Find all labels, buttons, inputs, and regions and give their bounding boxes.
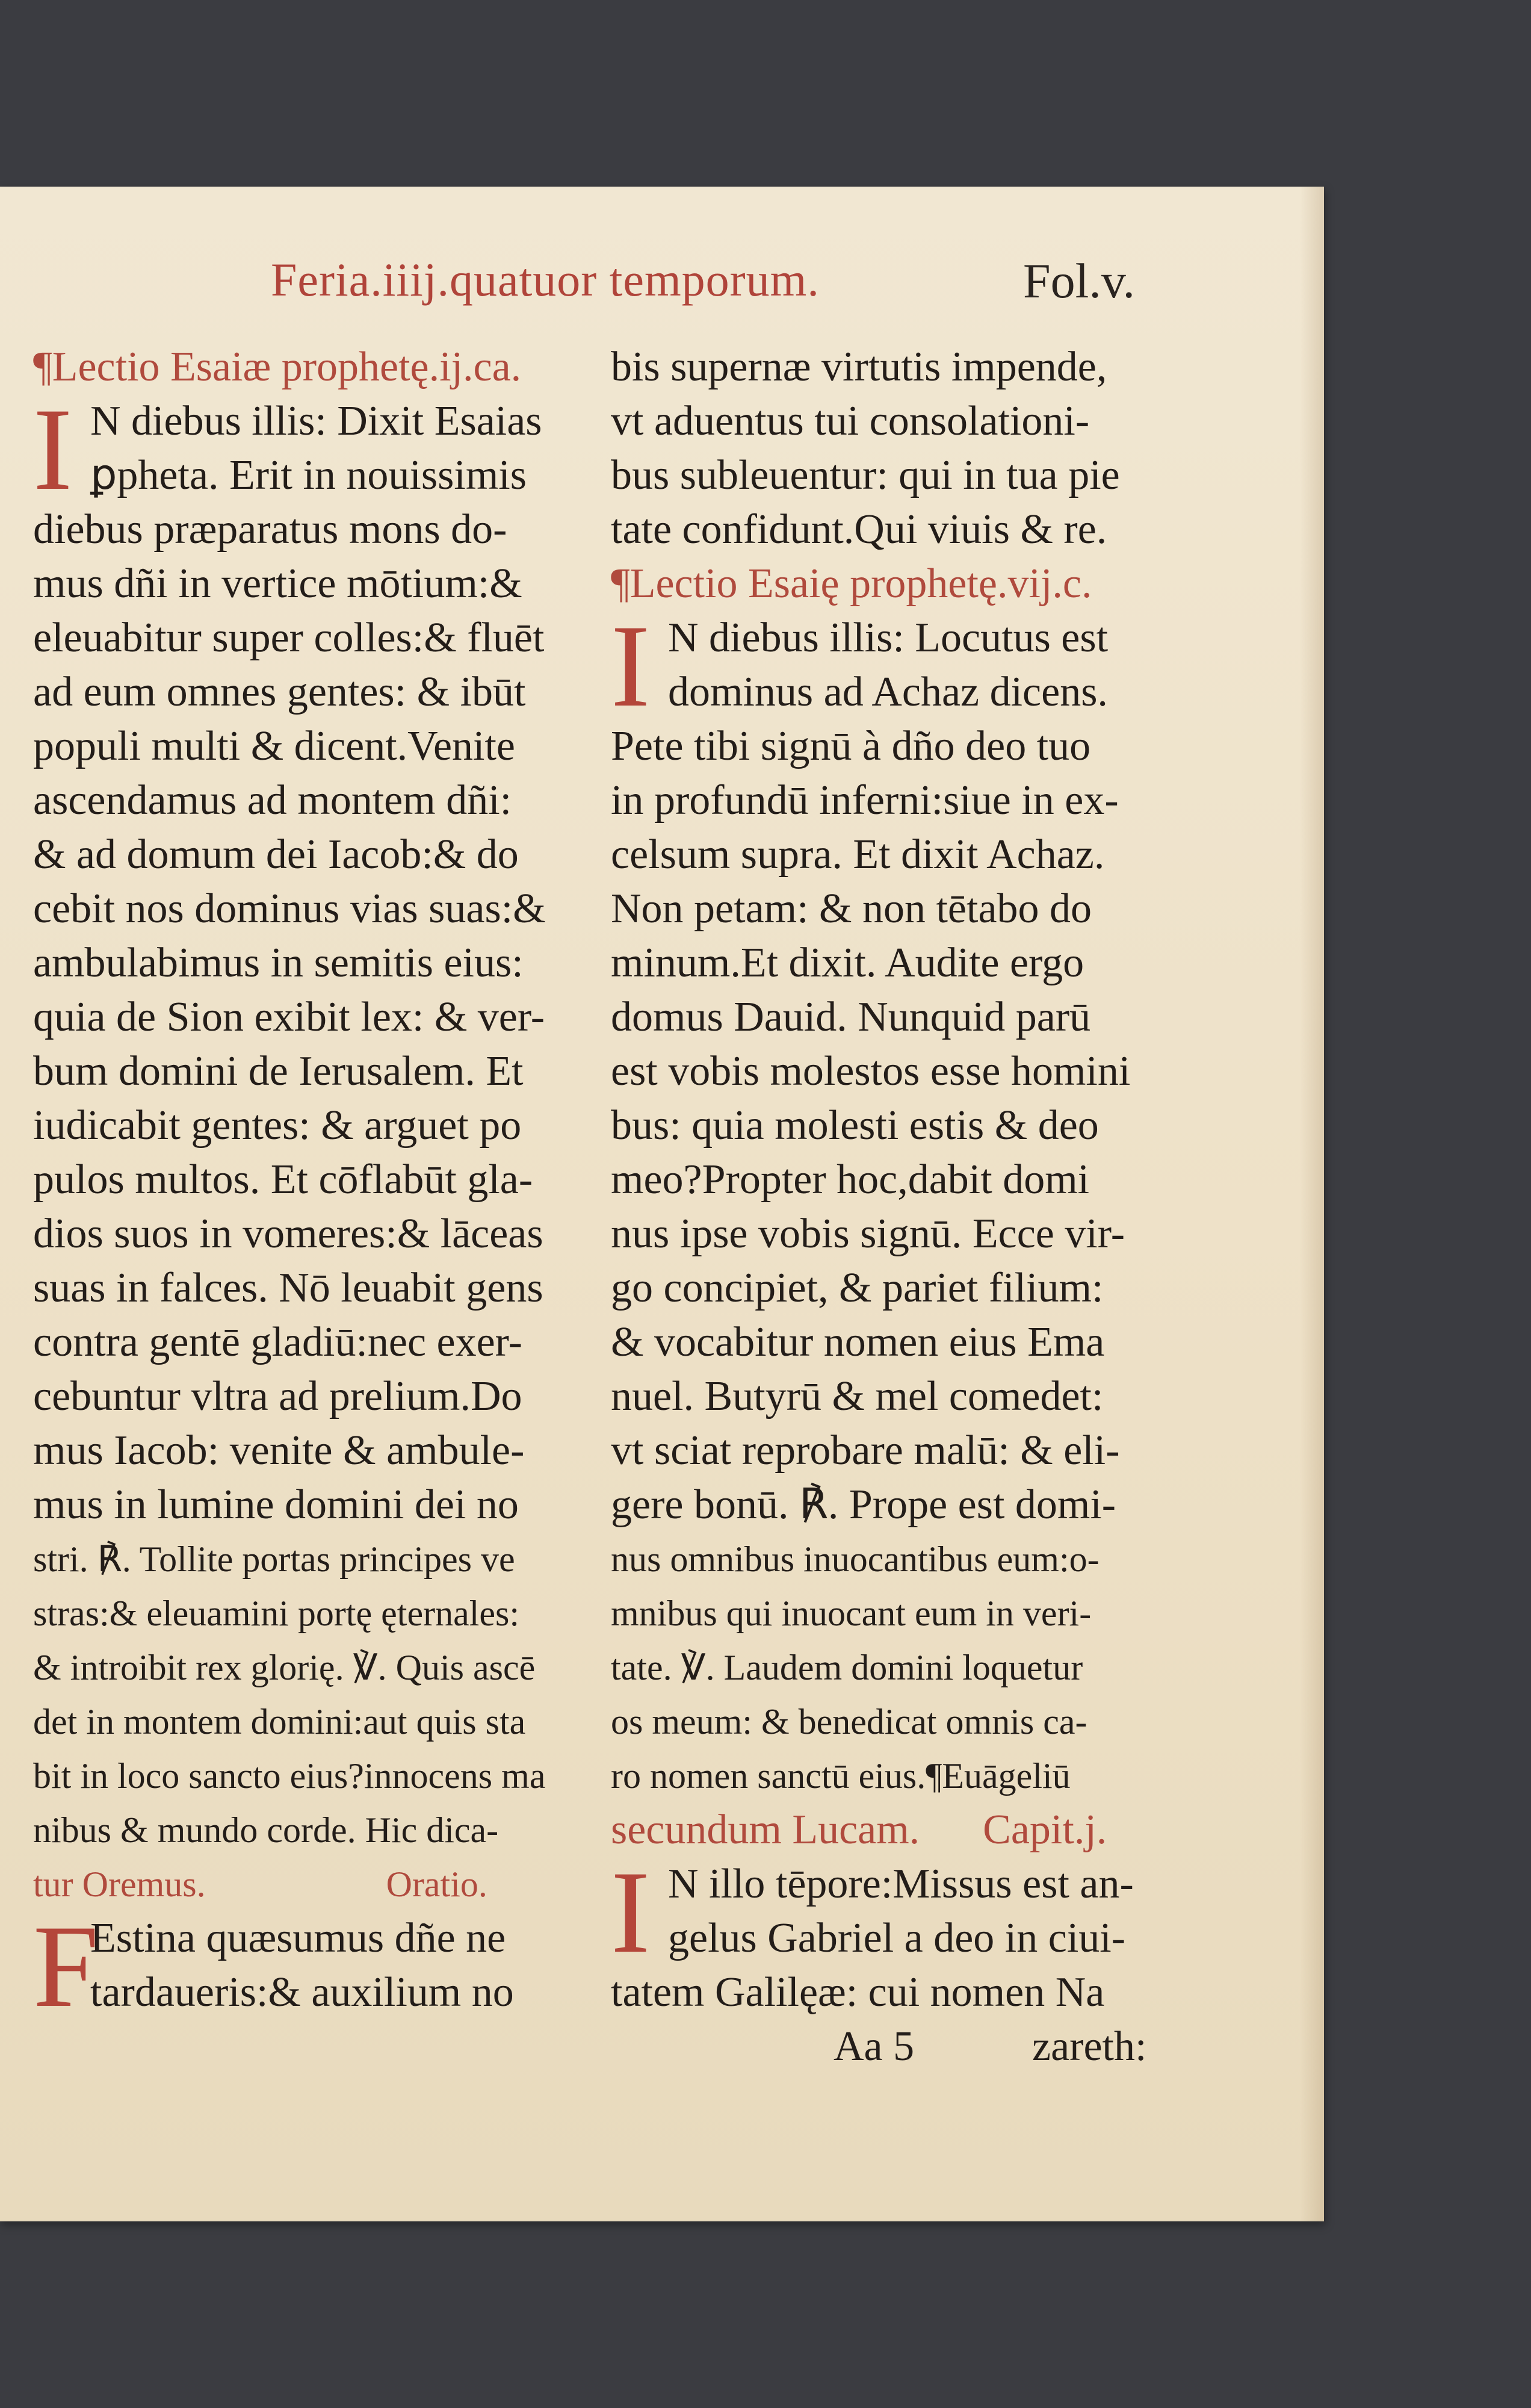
responsory-line: os meum: & benedicat omnis ca- (611, 1702, 1087, 1742)
text-line: Non petam: & non tētabo do (611, 886, 1092, 932)
responsory-line: & introibit rex glorię. ℣. Quis ascē (33, 1648, 536, 1687)
book-page (0, 187, 1324, 2221)
text-line: eleuabitur super colles:& fluēt (33, 615, 545, 661)
text-line: bis supernæ virtutis impende, (611, 344, 1107, 390)
text-line: contra gentē gladiū:nec exer- (33, 1319, 522, 1365)
lectio-body-left (33, 384, 587, 1911)
dropcap-i: I (611, 1847, 651, 1978)
text-line: N illo tēpore:Missus est an- (668, 1861, 1134, 1907)
left-column (33, 340, 587, 2032)
responsory-line: mnibus qui inuocant eum in veri- (611, 1593, 1092, 1633)
lectio-heading-right: ¶Lectio Esaię prophetę.vij.c. (611, 560, 1092, 607)
text-line: cebuntur vltra ad prelium.Do (33, 1373, 522, 1420)
text-line: & ad domum dei Iacob:& do (33, 831, 519, 878)
text-line: dios suos in vomeres:& lāceas (33, 1211, 543, 1257)
responsory-line: stras:& eleuamini portę ęternales: (33, 1593, 520, 1633)
text-line: pulos multos. Et cōflabūt gla- (33, 1156, 533, 1203)
text-line: N diebus illis: Dixit Esaias (90, 398, 542, 444)
text-line: quia de Sion exibit lex: & ver- (33, 994, 545, 1040)
text-line: meo?Propter hoc,dabit domi (611, 1156, 1090, 1203)
right-column (611, 340, 1164, 2074)
text-line: celsum supra. Et dixit Achaz. (611, 831, 1105, 878)
text-line: tatem Galilęæ: cui nomen Na (611, 1969, 1105, 2015)
lectio-body-right (611, 601, 1164, 1857)
text-line: Pete tibi signū à dño deo tuo (611, 723, 1091, 769)
lectio-heading-left: ¶Lectio Esaiæ prophetę.ij.ca. (33, 344, 522, 390)
responsory-line: stri. ℟. Tollite portas principes ve (33, 1539, 515, 1579)
page-header (0, 253, 1324, 325)
text-line: gelus Gabriel a deo in ciui- (668, 1915, 1126, 1961)
text-line: tardaueris:& auxilium no (90, 1969, 514, 2015)
text-line: suas in falces. Nō leuabit gens (33, 1265, 543, 1311)
responsory-line: nibus & mundo corde. Hic dica- (33, 1810, 499, 1850)
text-line: populi multi & dicent.Venite (33, 723, 516, 769)
text-line: Estina quæsumus dñe ne (90, 1915, 506, 1961)
text-line: go concipiet, & pariet filium: (611, 1265, 1104, 1311)
text-line: ꝑpheta. Erit in nouissimis (90, 452, 527, 498)
text-line: mus dñi in vertice mōtium:& (33, 560, 522, 607)
responsory-line: nus omnibus inuocantibus eum:o- (611, 1539, 1100, 1579)
text-line: diebus præparatus mons do- (33, 506, 507, 553)
responsory-line: tate. ℣. Laudem domini loquetur (611, 1648, 1083, 1687)
text-line: bum domini de Ierusalem. Et (33, 1048, 524, 1094)
text-line: N diebus illis: Locutus est (668, 615, 1109, 661)
text-line: est vobis molestos esse homini (611, 1048, 1131, 1094)
text-line: iudicabit gentes: & arguet po (33, 1102, 522, 1149)
text-line: domus Dauid. Nunquid parū (611, 994, 1091, 1040)
running-title: Feria.iiij.quatuor temporum. (271, 253, 820, 306)
responsory-line: bit in loco sancto eius?innocens ma (33, 1756, 546, 1796)
responsory-line: det in montem domini:aut quis sta (33, 1702, 526, 1742)
text-line: minum.Et dixit. Audite ergo (611, 940, 1084, 986)
dropcap-i: I (33, 384, 73, 515)
gospel-body (611, 1847, 1164, 2020)
signature-mark: Aa 5 (834, 2023, 915, 2070)
text-line: bus subleuentur: qui in tua pie (611, 452, 1120, 498)
text-line: vt sciat reprobare malū: & eli- (611, 1427, 1120, 1474)
text-line: mus in lumine domini dei no (33, 1482, 519, 1528)
page-footer (611, 2020, 1164, 2074)
dropcap-f: F (33, 1901, 99, 2032)
text-line: in profundū inferni:siue in ex- (611, 777, 1119, 824)
text-line: dominus ad Achaz dicens. (668, 669, 1108, 715)
gospel-heading: secundum Lucam. Capit.j. (611, 1807, 1107, 1853)
catchword: zareth: (1032, 2023, 1147, 2070)
folio-number: Fol.v. (1023, 253, 1136, 308)
dropcap-i: I (611, 601, 651, 731)
oratio-rubric: tur Oremus. Oratio. (33, 1864, 487, 1904)
text-line: & vocabitur nomen eius Ema (611, 1319, 1105, 1365)
text-line: tate confidunt.Qui viuis & re. (611, 506, 1107, 553)
text-line: ad eum omnes gentes: & ibūt (33, 669, 526, 715)
text-line: vt aduentus tui consolationi- (611, 398, 1090, 444)
text-line: cebit nos dominus vias suas:& (33, 886, 546, 932)
responsory-line: ro nomen sanctū eius.¶Euāgeliū (611, 1756, 1071, 1796)
text-line: ambulabimus in semitis eius: (33, 940, 524, 986)
text-line: ascendamus ad montem dñi: (33, 777, 512, 824)
oratio-body (33, 1901, 587, 2032)
text-line: nuel. Butyrū & mel comedet: (611, 1373, 1104, 1420)
text-line: mus Iacob: venite & ambule- (33, 1427, 525, 1474)
text-line: bus: quia molesti estis & deo (611, 1102, 1099, 1149)
text-line: nus ipse vobis signū. Ecce vir- (611, 1211, 1125, 1257)
text-line: gere bonū. ℟. Prope est domi- (611, 1482, 1116, 1528)
